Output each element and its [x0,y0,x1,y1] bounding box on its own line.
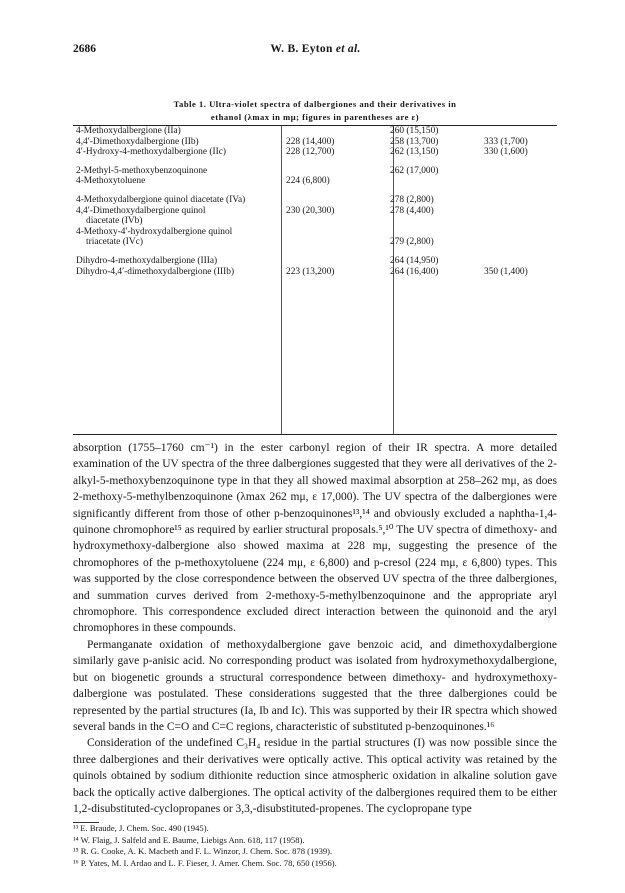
table-row [73,195,557,206]
absorption-cell-1: 228 (14,400) [286,136,335,147]
footnote-14: ¹⁴ W. Flaig, J. Salfeld and E. Baume, Liebigs Ann. 618, 117 (1958). [73,834,305,845]
table-group [73,166,557,187]
absorption-cell-2: 264 (16,400) [390,266,439,277]
compound-name-cell: 4-Methoxydalbergione quinol diacetate (IVa) [76,194,246,205]
footnote-15: ¹⁵ R. G. Cooke, A. K. Macbeth and F. L. Winzor, J. Chem. Soc. 878 (1939). [73,846,333,857]
absorption-cell-1: 224 (6,800) [286,176,330,187]
table-caption-line-2: ethanol (λmax in mμ; figures in parentheses are ε) [210,112,420,122]
table-row [73,237,557,248]
table-row [73,126,557,137]
absorption-cell-1: 223 (13,200) [286,266,335,277]
table-caption [80,98,550,124]
absorption-cell-2: 258 (13,700) [390,136,439,147]
table-bottom-rule [73,434,557,435]
absorption-cell-3: 330 (1,600) [484,147,528,158]
table-row [73,166,557,177]
compound-name-cell: 4,4′-Dimethoxydalbergione quinol [76,205,206,216]
table-row [73,147,557,158]
running-head [73,43,558,59]
running-author [73,43,558,55]
table-row [73,227,557,238]
table-caption-label: Table 1. [173,99,207,109]
compound-name-cell: 4-Methoxy-4′-hydroxydalbergione quinol [76,226,233,237]
compound-name-cell: 4′-Hydroxy-4-methoxydalbergione (IIc) [76,147,227,158]
absorption-cell-2: 278 (4,400) [390,205,434,216]
absorption-cell-2: 262 (13,150) [390,147,439,158]
table-row [73,256,557,267]
table-row [73,206,557,217]
compound-name-cell: Dihydro-4,4′-dimethoxydalbergione (IIIb) [76,266,235,277]
absorption-cell-2: 264 (14,950) [390,255,439,266]
compound-name-cell: 2-Methyl-5-methoxybenzoquinone [76,165,208,176]
absorption-cell-1: 230 (20,300) [286,205,335,216]
absorption-cell-3: 350 (1,400) [484,266,528,277]
absorption-cell-2: 279 (2,800) [390,237,434,248]
table-caption-line-1 [80,98,550,111]
compound-name-cell: diacetate (IVb) [86,216,143,227]
absorption-cell-2: 262 (17,000) [390,165,439,176]
compound-name-cell: Dihydro-4-methoxydalbergione (IIIa) [76,255,218,266]
table-row [73,176,557,187]
compound-name-cell: 4-Methoxytoluene [76,176,146,187]
uv-spectra-table [73,126,557,277]
absorption-cell-1: 228 (12,700) [286,147,335,158]
page-number: 2686 [73,43,96,55]
absorption-cell-3: 333 (1,700) [484,136,528,147]
absorption-cell-2: 278 (2,800) [390,194,434,205]
compound-name-cell: 4,4′-Dimethoxydalbergione (IIb) [76,136,199,147]
absorption-cell-2: 260 (15,150) [390,126,439,136]
table-group [73,126,557,158]
table-row [73,137,557,148]
footnotes [73,823,557,869]
compound-name-cell: 4-Methoxydalbergione (IIa) [76,126,181,136]
body-paragraph-3: Consideration of the undefined C₃H₄ residue in the partial structures (I) was now possible since the three dalbergiones and their derivatives were optically active. This optical activity was retained by the quinols obtained by sodium dithionite reduction since atmospheric oxidation in alkaline solution gave back the optically active dalbergiones. The optical activity of the dalbergiones required them to be either 1,2-disubstituted-cyclopropanes or 3,3,-disubstituted-propenes. The cyclopropane type [73,737,557,815]
table-row [73,267,557,278]
article-body [73,440,557,817]
body-paragraph-2: Permanganate oxidation of methoxydalbergione gave benzoic acid, and dimethoxydalbergione similarly gave p-anisic acid. No corresponding product was isolated from hydroxymethoxydalbergione, but on biogenetic grounds a structural correspondence between dimethoxy- and hydroxymethoxy-dalbergione was postulated. These considerations suggested that the three dalbergiones could be represented by the partial structures (Ia, Ib and Ic). This was supported by their IR spectra which showed several bands in the C=O and C=C regions, characteristic of substituted p-benzoquinones.¹⁶ [73,638,557,733]
table-row [73,216,557,227]
table-group [73,256,557,277]
body-paragraph-1: absorption (1755–1760 cm⁻¹) in the ester carbonyl region of their IR spectra. A more detailed examination of the UV spectra of the three dalbergiones suggested that they were all derivatives of the 2-alkyl-5-methoxybenzoquinone type in that they all showed maximal absorption at 258–262 mμ, as does 2-methoxy-5-methylbenzoquinone (λmax 262 mμ, ε 17,000). The UV spectra of the dalbergiones were significantly different from those of other p-benzoquinones¹³,¹⁴ and obviously excluded a naphtha-1,4-quinone chromophore¹⁵ as required by earlier structural proposals.⁵,¹⁰ The UV spectra of dimethoxy- and hydroxymethoxy-dalbergione also showed maxima at 228 mμ, suggesting the presence of the chromophores of the p-methoxytoluene (224 mμ, ε 6,800) and p-cresol (224 mμ, ε 6,800) types. This was supported by the close correspondence between the observed UV spectra of the three dalbergiones, and summation curves derived from 2-methoxy-5-methylbenzoquinone and the appropriate aryl chromophore. This correspondence excluded direct interaction between the quinonoid and the aryl chromophores in these compounds. [73,442,557,635]
footnote-13: ¹³ E. Braude, J. Chem. Soc. 490 (1945). [73,823,209,833]
compound-name-cell: triacetate (IVc) [86,237,143,248]
table-caption-text: Ultra-violet spectra of dalbergiones and their derivatives in [209,99,457,109]
author-name: W. B. Eyton [270,43,333,55]
footnote-16: ¹⁶ P. Yates, M. I. Ardao and L. F. Fieser, J. Amer. Chem. Soc. 78, 650 (1956). [73,857,337,868]
table-group [73,195,557,248]
author-et-al: et al. [335,43,361,55]
